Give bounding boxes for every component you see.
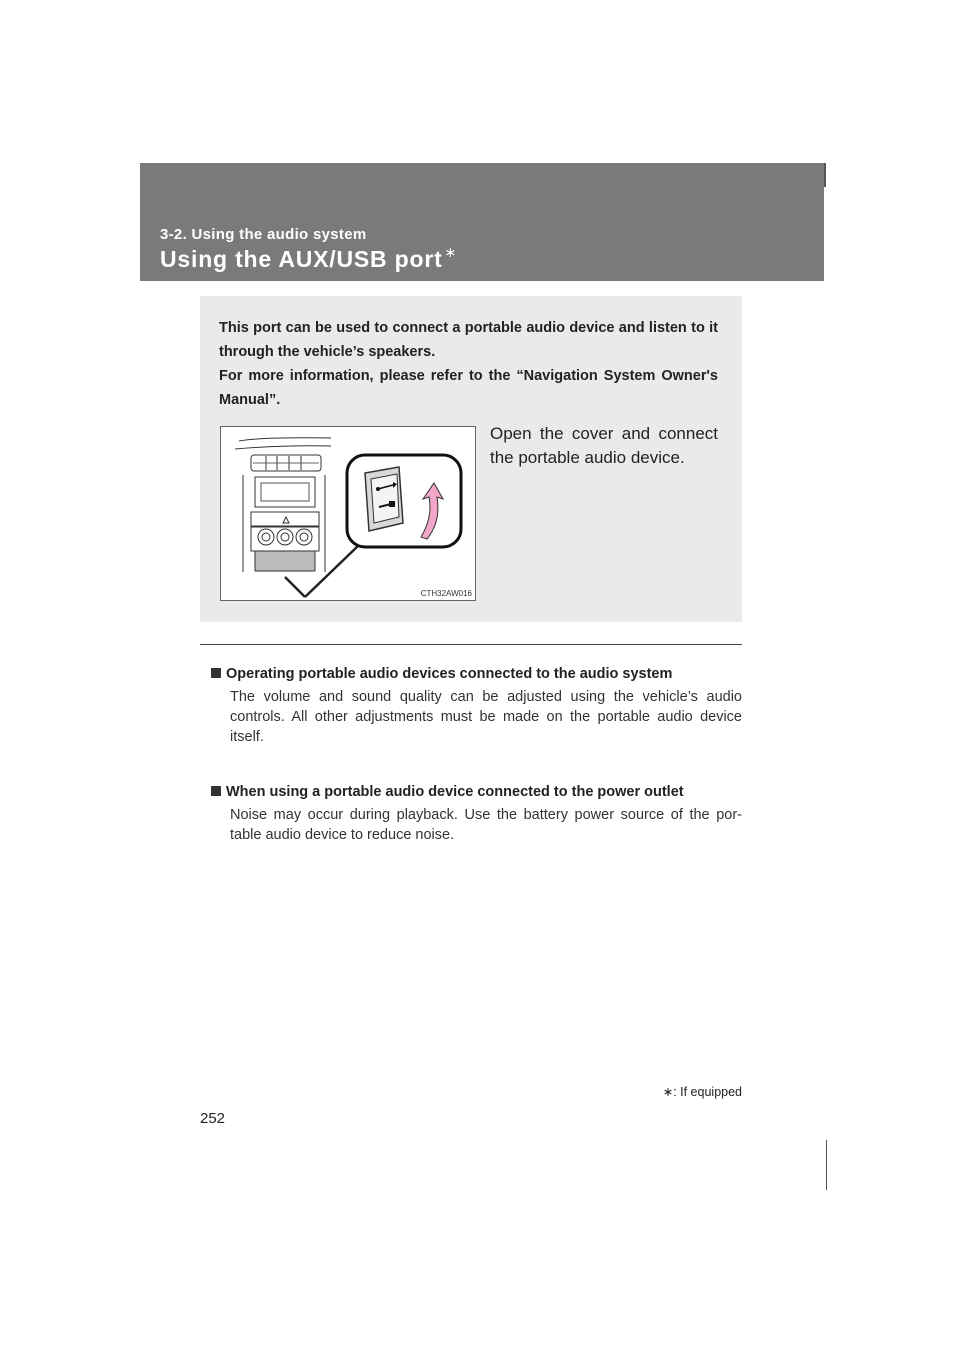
intro-line-2: For more information, please refer to the “Navigation System Owner's Manual”. bbox=[219, 368, 718, 408]
step-instruction: Open the cover and connect the portable audio device. bbox=[490, 424, 718, 467]
crop-mark-top-right bbox=[824, 163, 826, 187]
section-divider bbox=[200, 644, 742, 645]
footnote-if-equipped: ∗: If equipped bbox=[662, 1085, 742, 1099]
square-bullet-icon bbox=[211, 786, 221, 796]
note-power-outlet bbox=[211, 782, 742, 845]
intro-box bbox=[200, 296, 742, 622]
figure-code: CTH32AW016 bbox=[420, 589, 472, 598]
note-body: The volume and sound quality can be adjusted using the vehicle’s audio controls. All other adjustments must be made on the portable audio device itself. bbox=[230, 689, 742, 745]
usb-aux-port-illustration-icon bbox=[221, 427, 475, 600]
chapter-header bbox=[140, 163, 824, 281]
page-number: 252 bbox=[200, 1110, 226, 1127]
crop-mark-bottom-right bbox=[826, 1140, 827, 1190]
square-bullet-icon bbox=[211, 668, 221, 678]
if-equipped-mark: ∗ bbox=[444, 244, 458, 260]
note-heading-text: When using a portable audio device connected to the power outlet bbox=[226, 784, 684, 800]
note-body: Noise may occur during playback. Use the battery power source of the por-table audio device to reduce noise. bbox=[230, 807, 742, 843]
title-text: Using the AUX/USB port bbox=[160, 246, 443, 272]
intro-text bbox=[219, 316, 718, 412]
section-label: 3-2. Using the audio system bbox=[160, 226, 367, 243]
note-operating-devices bbox=[211, 664, 742, 747]
page-title bbox=[160, 246, 457, 273]
note-heading-text: Operating portable audio devices connected to the audio system bbox=[226, 666, 673, 682]
note-heading bbox=[211, 664, 742, 684]
note-heading bbox=[211, 782, 742, 802]
intro-line-1: This port can be used to connect a portable audio device and listen to it through the vehicle’s speakers. bbox=[219, 320, 718, 360]
aux-usb-port-figure bbox=[220, 426, 476, 601]
